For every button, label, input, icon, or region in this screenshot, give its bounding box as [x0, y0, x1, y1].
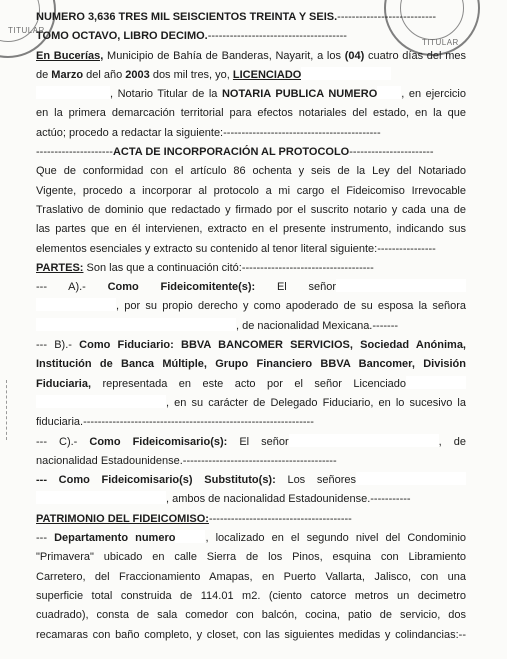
- document-line: [36, 471, 466, 490]
- line-text: 2003: [125, 68, 150, 81]
- line-text: de: [36, 68, 52, 81]
- redacted-field: [175, 530, 205, 543]
- document-line: [36, 317, 466, 336]
- document-line: [36, 104, 466, 123]
- line-text: dos mil tres, yo,: [149, 68, 233, 81]
- line-text: PARTES:: [36, 261, 84, 274]
- line-text: --- A).-: [36, 281, 108, 294]
- line-text: --------------------------------------: [207, 30, 347, 43]
- line-text: recamaras con baño completo, y closet, con las siguientes medidas y colindancias:--: [36, 628, 466, 641]
- line-text: ------------------------------------: [241, 261, 374, 274]
- document-line: [36, 8, 466, 27]
- line-text: , de nacionalidad Mexicana.: [236, 319, 373, 332]
- line-text: , por su propio derecho y como apoderado de su esposa la señora: [116, 300, 466, 313]
- document-line: [36, 259, 466, 278]
- document-line: [36, 162, 466, 181]
- line-text: (04): [344, 49, 365, 62]
- line-text: El señor: [227, 435, 289, 448]
- line-text: Fiduciaria,: [36, 377, 92, 390]
- document-line: [36, 490, 466, 509]
- document-body: [36, 8, 466, 645]
- redacted-field: [36, 318, 236, 331]
- line-text: "Primavera" ubicado en calle Sierra de los Pinos, esquina con Libramiento: [36, 551, 466, 564]
- document-line: [36, 355, 466, 374]
- document-line: [36, 413, 466, 432]
- document-line: [36, 278, 466, 297]
- line-text: Los señores: [275, 474, 356, 487]
- document-line: [36, 394, 466, 413]
- document-line: [36, 626, 466, 645]
- line-text: elementos esenciales y extracto su contenido al tenor literal siguiente:: [36, 242, 378, 255]
- line-text: fiduciaria.: [36, 416, 84, 429]
- line-text: del año: [83, 68, 126, 81]
- redacted-field: [356, 472, 466, 485]
- line-text: -----------: [370, 493, 411, 506]
- line-text: Vigente, procedo a incorporar al protocolo a mi cargo el Fideicomiso Irrevocable: [36, 184, 466, 197]
- redacted-field: [36, 298, 116, 311]
- line-text: El señor: [255, 281, 336, 294]
- document-line: [36, 201, 466, 220]
- redacted-field: [377, 86, 401, 99]
- seal-left-label: TITULAR: [8, 26, 45, 35]
- line-text: TOMO OCTAVO, LIBRO DECIMO.: [36, 30, 208, 43]
- document-line: [36, 529, 466, 548]
- document-line: [36, 220, 466, 239]
- line-text: PATRIMONIO DEL FIDEICOMISO:: [36, 512, 209, 525]
- line-text: Que de conformidad con el artículo 86 ochenta y seis de la Ley del Notariado: [36, 165, 466, 178]
- document-line: [36, 606, 466, 625]
- line-text: Son las que a continuación citó:: [83, 261, 242, 274]
- margin-mark: [6, 380, 9, 440]
- line-text: Traslativo de dominio que redactado y firmado por el suscrito notario y cada una de: [36, 203, 466, 216]
- document-line: [36, 452, 466, 471]
- line-text: Carretero, del Fraccionamiento Amapas, en Puerto Vallarta, Jalisco, con una: [36, 570, 466, 583]
- redacted-field: [36, 491, 166, 504]
- line-text: Marzo: [51, 68, 84, 81]
- line-text: En Bucerías,: [36, 49, 104, 62]
- line-text: Institución de Banca Múltiple, Grupo Financiero BBVA Bancomer, División: [36, 358, 466, 371]
- document-line: [36, 375, 466, 394]
- line-text: --- B).-: [36, 339, 80, 352]
- line-text: cuadrado), consta de sala comedor con balcón, cocina, patio de servicio, dos: [36, 609, 466, 622]
- redacted-field: [36, 395, 166, 408]
- line-text: en la primera demarcación territorial para efectos notariales del estado, en la que: [36, 107, 466, 120]
- redacted-field: [301, 67, 391, 80]
- document-line: [36, 47, 466, 66]
- line-text: -------: [372, 319, 399, 332]
- line-text: , localizado en el segundo nivel del Condominio: [205, 532, 466, 545]
- redacted-field: [406, 376, 466, 389]
- redacted-field: [289, 434, 439, 447]
- line-text: LICENCIADO: [232, 68, 302, 81]
- line-text: -----------------------: [349, 146, 434, 159]
- document-line: [36, 66, 466, 85]
- document-line: [36, 510, 466, 529]
- line-text: , en su carácter de Delegado Fiduciario, en lo sucesivo la: [166, 396, 466, 409]
- document-line: [36, 240, 466, 259]
- line-text: actúo; procedo a redactar la siguiente:: [36, 126, 224, 139]
- document-line: [36, 297, 466, 316]
- document-line: [36, 568, 466, 587]
- line-text: ---------------------: [36, 146, 113, 159]
- line-text: ----------------: [377, 242, 436, 255]
- line-text: ACTA DE INCORPORACIÓN AL PROTOCOLO: [112, 146, 350, 159]
- line-text: ---------------------------------------------------------------: [83, 416, 314, 429]
- line-text: , Notario Titular de la: [110, 88, 222, 101]
- line-text: Departamento numero: [54, 532, 176, 545]
- line-text: Municipio de Bahía de Banderas, Nayarit, a los: [103, 49, 345, 62]
- document-line: [36, 143, 466, 162]
- document-line: [36, 548, 466, 567]
- document-line: [36, 182, 466, 201]
- document-line: [36, 27, 466, 46]
- seal-right-label: TITULAR: [422, 38, 459, 47]
- line-text: , ambos de nacionalidad Estadounidense.: [166, 493, 371, 506]
- line-text: Como Fiduciario: BBVA BANCOMER SERVICIOS, Sociedad Anónima,: [79, 339, 466, 352]
- line-text: las partes que en él intervienen, extracto en el presente instrumento, indicando sus: [36, 223, 466, 236]
- line-text: -------------------------------------------: [223, 126, 381, 139]
- line-text: --- C).-: [36, 435, 90, 448]
- document-line: [36, 433, 466, 452]
- line-text: representada en este acto por el señor Licenciado: [91, 377, 406, 390]
- line-text: NOTARIA PUBLICA NUMERO: [221, 88, 378, 101]
- line-text: ---------------------------------------: [208, 512, 352, 525]
- document-line: [36, 124, 466, 143]
- line-text: cuatro días del mes: [364, 49, 466, 62]
- document-line: [36, 85, 466, 104]
- line-text: ---: [36, 532, 55, 545]
- line-text: ---------------------------: [337, 11, 437, 23]
- line-text: , de: [438, 435, 466, 448]
- line-text: ------------------------------------------: [182, 454, 337, 467]
- document-line: [36, 336, 466, 355]
- line-text: , en ejercicio: [401, 88, 466, 101]
- line-text: NUMERO 3,636 TRES MIL SEISCIENTOS TREINTA Y SEIS.: [36, 11, 338, 23]
- line-text: --- Como Fideicomisario(s) Substituto(s):: [36, 474, 276, 487]
- line-text: Como Fideicomisario(s):: [89, 435, 228, 448]
- line-text: superficie total construida de 114.01 m2. (ciento catorce metros un decimetro: [36, 589, 466, 602]
- redacted-field: [36, 86, 110, 99]
- redacted-field: [336, 279, 466, 292]
- line-text: nacionalidad Estadounidense.: [36, 454, 183, 467]
- line-text: Como Fideicomitente(s):: [107, 281, 256, 294]
- document-line: [36, 587, 466, 606]
